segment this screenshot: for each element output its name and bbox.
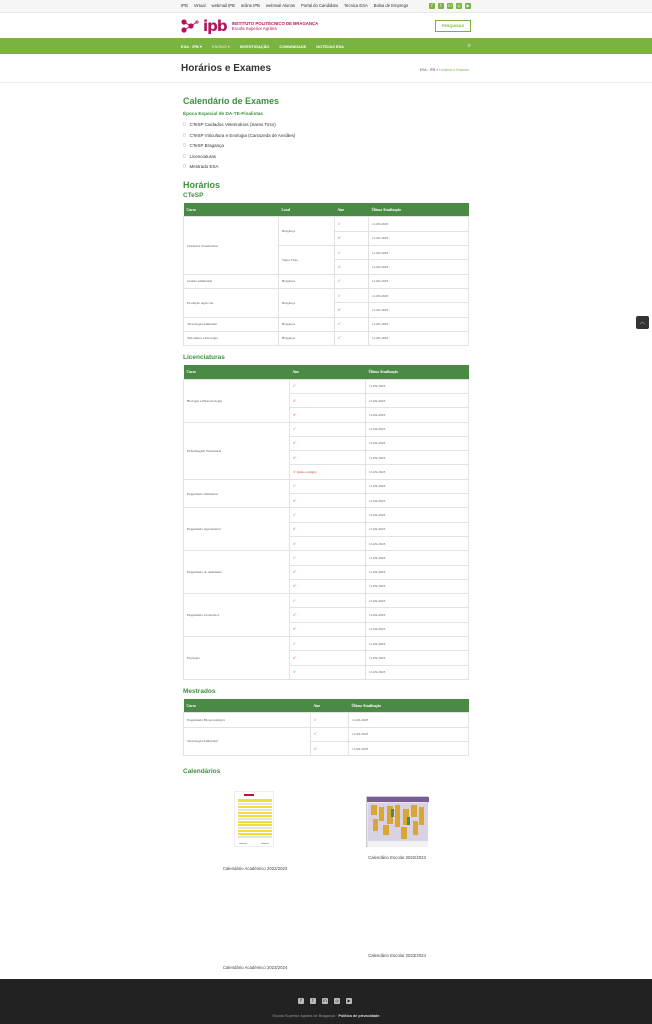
update-date: 11-09-2023: [366, 422, 469, 436]
column-header: Última Atualização: [369, 203, 469, 217]
breadcrumb-separator: »: [436, 68, 439, 72]
course-cell: Gestão Ambiental: [184, 274, 279, 288]
year-link[interactable]: 1º: [290, 508, 366, 522]
file-icon: ▯: [183, 153, 186, 159]
year-link[interactable]: 2º: [335, 303, 369, 317]
location-cell: Bragança: [279, 217, 335, 246]
update-date: 11-09-2023: [366, 608, 469, 622]
course-cell: Engenharia do Ambiente: [184, 551, 290, 594]
update-date: 11-09-2023: [369, 288, 469, 302]
nav-item-ensino[interactable]: ENSINO ▾: [211, 44, 230, 49]
table-row: [184, 713, 469, 727]
course-cell: Biologia e Biotecnologia: [184, 379, 290, 422]
location-cell: Bragança: [279, 288, 335, 317]
update-date: 11-09-2023: [366, 551, 469, 565]
year-link[interactable]: 1º: [290, 594, 366, 608]
year-link[interactable]: 1º: [290, 551, 366, 565]
column-header: Ano: [290, 365, 366, 379]
nav-item-esa-ipb[interactable]: ESA · IPB ▾: [181, 44, 202, 49]
exams-list: [183, 122, 469, 175]
list-item[interactable]: [183, 133, 469, 144]
course-cell: Produção Agrícola: [184, 288, 279, 317]
ipb-logo[interactable]: [180, 16, 318, 35]
update-date: 11-09-2023: [369, 331, 469, 345]
exams-subheading: Época Especial de DA-TE-Finalistas: [183, 111, 263, 116]
year-link[interactable]: 2º: [290, 522, 366, 536]
table-row: [184, 636, 469, 650]
table-row: [184, 317, 469, 331]
course-cell: Tecnologia Ambiental: [184, 727, 311, 756]
top-link-online-ipb[interactable]: online.IPB: [240, 3, 260, 8]
mestrados-body: [184, 713, 469, 756]
footer-social-links: [298, 998, 352, 1004]
column-header: Local: [279, 203, 335, 217]
course-cell: Viticultura e Enologia: [184, 331, 279, 345]
table-row: [184, 288, 469, 302]
top-link-tecnica-esa[interactable]: Tecnica ESA: [344, 3, 368, 8]
update-date: 11-09-2023: [366, 579, 469, 593]
breadcrumb: [420, 68, 469, 72]
year-link[interactable]: 2º: [335, 260, 369, 274]
academic-calendar-2022-thumbnail[interactable]: [234, 791, 274, 847]
table-header-row: [184, 203, 469, 217]
list-item[interactable]: [183, 164, 469, 175]
nav-item-investigacao[interactable]: INVESTIGAÇÃO: [239, 44, 270, 49]
logo-line-2: Escola Superior Agrária: [231, 25, 277, 31]
table-row: [184, 551, 469, 565]
calendarios-heading: Calendários: [183, 768, 221, 776]
year-link[interactable]: 1º: [335, 288, 369, 302]
main-nav: [0, 38, 652, 54]
year-link[interactable]: 1º: [311, 713, 349, 727]
location-cell: Bragança: [279, 331, 335, 345]
footer-copyright: [0, 1014, 652, 1018]
table-row: [184, 479, 469, 493]
breadcrumb-root[interactable]: ESA · IPB: [419, 68, 436, 72]
update-date: 11-09-2023: [366, 508, 469, 522]
exam-link[interactable]: Licenciaturas: [189, 153, 216, 159]
update-date: 11-09-2023: [349, 713, 469, 727]
list-item[interactable]: [183, 122, 469, 133]
update-date: 11-09-2023: [369, 260, 469, 274]
licenciaturas-table: [183, 365, 469, 680]
year-link[interactable]: 2º: [311, 741, 349, 755]
twitter-icon[interactable]: t: [310, 998, 316, 1004]
mestrados-heading: Mestrados: [183, 687, 216, 695]
linkedin-icon[interactable]: in: [448, 3, 452, 8]
year-link[interactable]: 3º: [290, 494, 366, 508]
update-date: 11-09-2023: [366, 651, 469, 665]
licenciaturas-heading: Licenciaturas: [183, 354, 225, 362]
column-header: Curso: [184, 203, 279, 217]
list-item[interactable]: [183, 143, 469, 154]
update-date: 11-09-2023: [366, 636, 469, 650]
top-link-webmail-alunos[interactable]: webmail Alunos: [265, 3, 296, 8]
update-date: 11-09-2023: [366, 565, 469, 579]
update-date: 11-09-2023: [366, 408, 469, 422]
instagram-icon[interactable]: ◎: [457, 3, 461, 8]
twitter-icon[interactable]: t: [438, 3, 444, 9]
column-header: Última Atualização: [366, 365, 469, 379]
year-link[interactable]: 1º: [311, 727, 349, 741]
update-date: 11-09-2023: [369, 217, 469, 231]
page-title: Horários e Exames: [181, 63, 272, 74]
top-link-bolsa-emprego[interactable]: Bolsa de Emprego: [373, 3, 409, 8]
chevron-up-icon: ︿: [639, 319, 646, 326]
top-links: [181, 3, 408, 8]
top-link-portal-candidato[interactable]: Portal do Candidato: [301, 3, 339, 8]
year-link[interactable]: 1º: [290, 636, 366, 650]
update-date: 11-09-2023: [366, 622, 469, 636]
nav-item-comunidade[interactable]: COMUNIDADE: [279, 44, 307, 49]
column-header: Curso: [184, 699, 311, 713]
top-utility-bar: [0, 0, 652, 13]
update-date: 11-09-2023: [366, 479, 469, 493]
calendar-link[interactable]: Calendário Escolar 2023/2024: [368, 953, 426, 958]
year-link[interactable]: 1º: [335, 217, 369, 231]
breadcrumb-current: Horários e Exames: [439, 68, 469, 72]
logo-wordmark: ipb: [203, 16, 227, 35]
search-icon[interactable]: ⌕: [467, 42, 471, 49]
update-date: 11-09-2023: [366, 665, 469, 679]
year-link[interactable]: 1º: [335, 317, 369, 331]
course-cell: Engenharia Zootécnica: [184, 594, 290, 637]
course-cell: Tecnologia Alimentar: [184, 317, 279, 331]
table-row: [184, 422, 469, 436]
file-icon: ▯: [183, 143, 186, 149]
ctesp-table: [183, 203, 469, 346]
youtube-icon[interactable]: ▶: [347, 998, 351, 1003]
pesquisas-button[interactable]: PESQUISAS: [435, 20, 471, 32]
nav-items: [181, 44, 344, 49]
back-to-top-button[interactable]: [636, 316, 649, 329]
update-date: 11-09-2023: [369, 317, 469, 331]
school-calendar-2022-thumbnail[interactable]: [366, 796, 428, 847]
ctesp-heading: CTeSP: [183, 191, 204, 199]
year-link[interactable]: 3º: [290, 665, 366, 679]
column-header: Última Atualização: [349, 699, 469, 713]
top-social-links: [429, 3, 471, 9]
update-date: 11-09-2023: [349, 727, 469, 741]
update-date: 11-09-2023: [366, 536, 469, 550]
file-icon: ▯: [183, 122, 186, 127]
update-date: 11-09-2023: [366, 393, 469, 407]
update-date: 11-09-2023: [366, 522, 469, 536]
year-link[interactable]: 1º: [290, 422, 366, 436]
exam-link[interactable]: CTeSP Viticultura e Enologia (Carrazeda de Ansiães): [189, 132, 296, 138]
nav-item-noticias-esa[interactable]: NOTÍCIAS ESA: [316, 44, 344, 49]
logo-line-1: INSTITUTO POLITÉCNICO DE BRAGANÇA: [231, 20, 319, 26]
table-row: [184, 594, 469, 608]
year-link[interactable]: 2º: [335, 231, 369, 245]
year-link[interactable]: 3º: [290, 622, 366, 636]
table-header-row: [184, 365, 469, 379]
update-date: 11-09-2023: [366, 436, 469, 450]
calendar-grid-icon: [367, 797, 429, 848]
update-date: 11-09-2023: [369, 303, 469, 317]
table-row: [184, 331, 469, 345]
calendar-link[interactable]: Calendário Académico 2023/2024: [222, 965, 288, 970]
site-header: [0, 13, 652, 38]
year-link[interactable]: 2º: [290, 436, 366, 450]
location-cell: Bragança: [279, 317, 335, 331]
location-cell: Bragança: [279, 274, 335, 288]
file-icon: ▯: [183, 132, 186, 138]
exam-link[interactable]: Mestrado ESA: [189, 164, 219, 170]
title-divider: [0, 82, 652, 83]
top-link-virtual[interactable]: Virtual: [193, 3, 206, 8]
top-link-webmail-ipb[interactable]: webmail IPB: [211, 3, 235, 8]
year-link[interactable]: 2º: [290, 393, 366, 407]
linkedin-icon[interactable]: in: [323, 998, 327, 1003]
year-link[interactable]: 3º (plano antigo): [290, 465, 366, 479]
table-header-row: [184, 699, 469, 713]
table-row: [184, 727, 469, 741]
table-row: [184, 379, 469, 393]
column-header: Ano: [311, 699, 349, 713]
year-link[interactable]: 3º: [290, 579, 366, 593]
course-cell: Enfermagem Veterinária: [184, 422, 290, 479]
main-content: [183, 96, 469, 775]
exam-link[interactable]: CTeSP Cuidados Veterinários (Santo Tirso): [189, 122, 276, 127]
horarios-heading: Horários: [183, 179, 221, 190]
update-date: 11-09-2023: [366, 379, 469, 393]
year-link[interactable]: 2º: [290, 565, 366, 579]
update-date: 11-09-2023: [369, 231, 469, 245]
course-cell: Engenharia Biotecnológica: [184, 713, 311, 727]
table-row: [184, 274, 469, 288]
column-header: Ano: [335, 203, 369, 217]
course-cell: Cuidados Veterinários: [184, 217, 279, 274]
update-date: 11-09-2023: [366, 494, 469, 508]
facebook-icon[interactable]: f: [298, 998, 304, 1004]
year-link[interactable]: 1º: [290, 479, 366, 493]
year-link[interactable]: 3º: [290, 408, 366, 422]
logo-network-icon: [180, 18, 200, 34]
update-date: 11-09-2023: [366, 451, 469, 465]
year-link[interactable]: 3º: [290, 451, 366, 465]
instagram-icon[interactable]: ◎: [335, 998, 339, 1003]
top-link-ipb[interactable]: IPB: [181, 3, 188, 8]
privacy-policy-link[interactable]: Política de privacidade: [338, 1014, 380, 1018]
table-row: [184, 217, 469, 231]
year-link[interactable]: 2º: [290, 608, 366, 622]
exams-heading: Calendário de Exames: [183, 96, 280, 106]
calendar-document-icon: [235, 792, 275, 848]
year-link[interactable]: 3º: [290, 536, 366, 550]
calendar-link[interactable]: Calendário Académico 2022/2023: [222, 866, 288, 871]
copyright-text: Escola Superior Agrária de Bragança ·: [272, 1014, 338, 1018]
update-date: 11-09-2023: [349, 741, 469, 755]
year-link[interactable]: 1º: [335, 331, 369, 345]
list-item[interactable]: [183, 154, 469, 165]
update-date: 11-09-2023: [366, 594, 469, 608]
table-row: [184, 508, 469, 522]
course-cell: Engenharia Agronómica: [184, 508, 290, 551]
logo-text: [232, 21, 319, 31]
calendar-link[interactable]: Calendário Escolar 2022/2023: [368, 855, 426, 860]
mestrados-table: [183, 699, 469, 756]
location-cell: Santo Tirso: [279, 246, 335, 275]
update-date: 11-09-2023: [369, 274, 469, 288]
year-link[interactable]: 2º: [290, 651, 366, 665]
year-link[interactable]: 1º: [290, 379, 366, 393]
column-header: Curso: [184, 365, 290, 379]
youtube-icon[interactable]: ▶: [466, 3, 470, 8]
file-icon: ▯: [183, 164, 186, 170]
year-link[interactable]: 1º: [335, 274, 369, 288]
exam-link[interactable]: CTeSP Bragança: [189, 143, 224, 149]
facebook-icon[interactable]: f: [429, 3, 435, 9]
licenciaturas-body: [184, 379, 469, 679]
year-link[interactable]: 1º: [335, 246, 369, 260]
course-cell: Engenharia Alimentar: [184, 479, 290, 508]
update-date: 11-09-2023: [369, 246, 469, 260]
course-cell: Enologia: [184, 636, 290, 679]
update-date: 11-09-2023: [366, 465, 469, 479]
